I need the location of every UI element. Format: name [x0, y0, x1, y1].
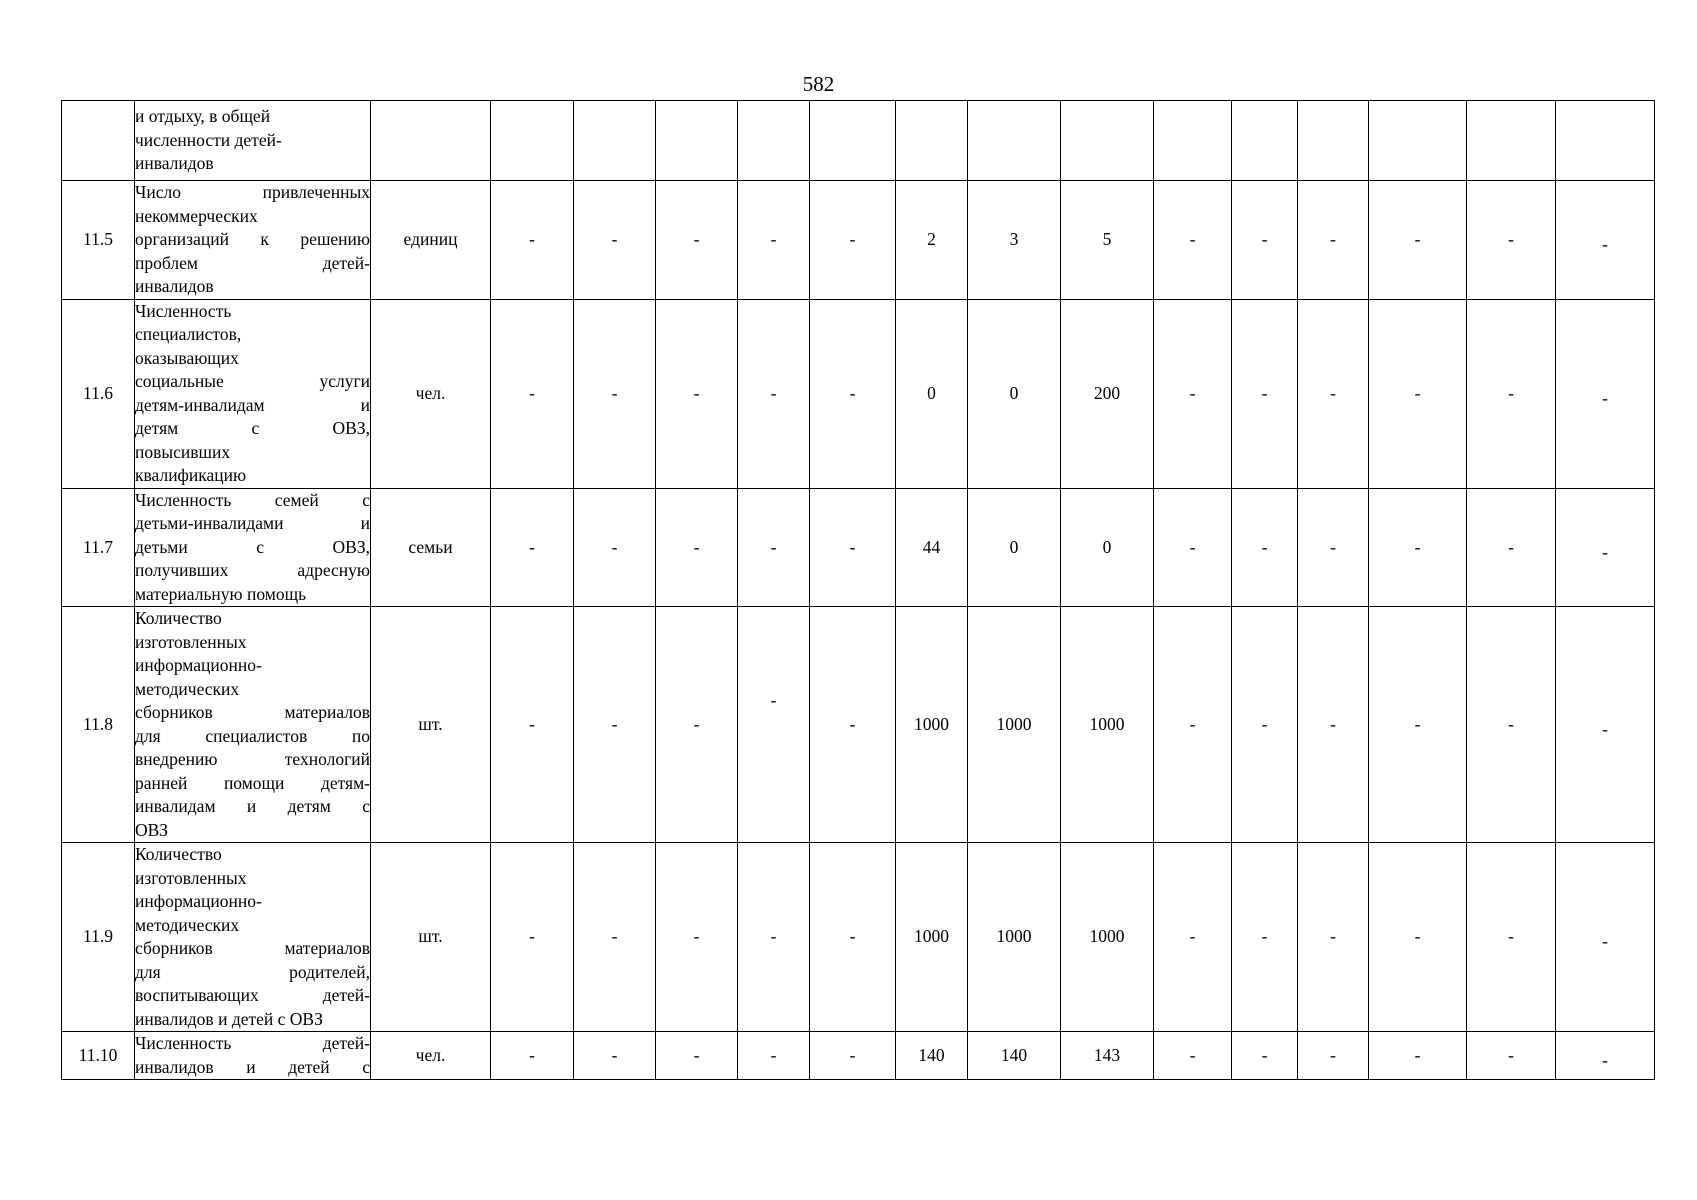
table-row	[62, 299, 1655, 488]
value-text: -	[849, 382, 856, 403]
indicator-name-line: Численность семей с	[135, 489, 370, 510]
value-cell	[810, 101, 896, 181]
indicator-name-line: материальную помощь	[135, 583, 307, 604]
value-cell	[1298, 843, 1369, 1032]
value-text: -	[1189, 536, 1196, 557]
value-cell	[968, 488, 1061, 607]
value-cell	[738, 843, 810, 1032]
value-cell	[1061, 843, 1154, 1032]
value-text: -	[529, 229, 535, 249]
value-cell	[1061, 101, 1154, 181]
value-text: -	[529, 926, 535, 947]
value-cell	[1154, 101, 1232, 181]
indicator-name-line: сборников материалов	[135, 938, 370, 958]
value-text: -	[611, 229, 618, 249]
value-cell	[1061, 299, 1154, 488]
value-text: -	[1414, 926, 1421, 947]
value-cell	[810, 1032, 896, 1080]
value-cell	[491, 607, 574, 843]
indicator-name-line: изготовленных	[135, 867, 247, 888]
value-cell	[1232, 1032, 1298, 1080]
value-cell	[1232, 607, 1298, 843]
value-text: -	[849, 229, 856, 249]
value-text: -	[849, 926, 856, 947]
value-cell	[1369, 1032, 1467, 1080]
value-cell	[1298, 607, 1369, 843]
value-text: 44	[922, 536, 941, 557]
value-text: -	[1189, 713, 1196, 734]
value-cell	[1298, 299, 1369, 488]
value-text: -	[693, 926, 700, 947]
value-text: -	[1261, 229, 1268, 249]
value-text: -	[1189, 1044, 1196, 1065]
value-text: -	[1602, 718, 1608, 739]
indicator-name-line: воспитывающих детей-	[135, 985, 370, 1005]
value-text: -	[849, 1044, 856, 1065]
indicator-name-line: оказывающих	[135, 347, 239, 368]
value-cell	[738, 607, 810, 843]
value-cell	[1154, 181, 1232, 300]
indicator-name-line: Численность	[135, 300, 232, 321]
value-text: 2	[927, 229, 936, 249]
value-text: -	[693, 382, 700, 403]
value-text: -	[1602, 931, 1608, 952]
value-text: -	[1414, 713, 1421, 734]
value-cell	[1061, 488, 1154, 607]
value-text: -	[1261, 713, 1268, 734]
value-text: -	[1508, 713, 1514, 734]
value-cell	[1154, 843, 1232, 1032]
value-cell	[1154, 607, 1232, 843]
value-cell	[1556, 607, 1655, 843]
indicator-name-line: социальные услуги	[135, 371, 370, 391]
value-text: 0	[1009, 382, 1019, 403]
value-cell	[896, 101, 968, 181]
value-text: -	[1189, 229, 1196, 249]
value-cell	[810, 181, 896, 300]
indicator-name-line: специалистов,	[135, 324, 242, 344]
value-cell	[574, 299, 656, 488]
value-cell	[1467, 101, 1556, 181]
value-cell	[896, 843, 968, 1032]
value-cell	[896, 607, 968, 843]
value-cell	[896, 299, 968, 488]
indicator-name-line: получивших адресную	[135, 560, 370, 580]
value-cell	[968, 607, 1061, 843]
value-cell	[810, 843, 896, 1032]
value-cell	[738, 1032, 810, 1080]
value-cell	[1467, 181, 1556, 300]
value-text: 1000	[1089, 713, 1125, 734]
value-text: -	[770, 382, 777, 403]
indicator-name-line: Количество	[135, 608, 222, 628]
value-cell	[656, 299, 738, 488]
value-text: -	[849, 713, 856, 734]
value-cell	[1298, 101, 1369, 181]
value-text: 5	[1102, 229, 1112, 249]
value-cell	[738, 299, 810, 488]
value-text: -	[1602, 387, 1608, 408]
table-row	[62, 488, 1655, 607]
value-text: -	[693, 713, 700, 734]
row-number: 11.5	[62, 181, 135, 300]
value-text: -	[770, 926, 777, 947]
value-cell	[810, 488, 896, 607]
table-row	[62, 181, 1655, 300]
value-text: -	[1330, 1044, 1336, 1065]
page-number: 582	[802, 72, 835, 96]
value-cell	[656, 1032, 738, 1080]
value-text: -	[1602, 541, 1608, 562]
unit-cell: шт.	[371, 607, 491, 843]
unit-cell: чел.	[371, 299, 491, 488]
value-text: 1000	[996, 926, 1032, 947]
value-cell	[1369, 488, 1467, 607]
indicator-name-line: методических	[135, 678, 240, 699]
indicator-name-line: инвалидов и детей с ОВЗ	[135, 1008, 323, 1029]
indicator-name-line: организаций к решению	[135, 229, 370, 249]
value-cell	[1556, 101, 1655, 181]
value-text: 1000	[1089, 926, 1125, 947]
indicator-name-line: инвалидов	[135, 276, 214, 296]
indicator-name-line: численности детей-	[135, 129, 282, 150]
value-cell	[574, 488, 656, 607]
value-cell	[1232, 101, 1298, 181]
indicator-name-line: инвалидов и детей с	[135, 1056, 370, 1077]
value-text: 3	[1009, 229, 1019, 249]
indicator-name-line: и отдыху, в общей	[135, 106, 271, 127]
value-cell	[738, 181, 810, 300]
value-cell	[810, 299, 896, 488]
value-cell	[574, 181, 656, 300]
indicator-name-line: внедрению технологий	[135, 749, 370, 769]
value-cell	[491, 843, 574, 1032]
indicator-name-line: Число привлеченных	[135, 182, 370, 202]
value-cell	[1369, 607, 1467, 843]
value-text: -	[1330, 536, 1336, 557]
value-cell	[574, 101, 656, 181]
value-cell	[1556, 843, 1655, 1032]
indicator-name	[135, 181, 371, 300]
value-cell	[738, 101, 810, 181]
row-number: 11.9	[62, 843, 135, 1032]
value-cell	[491, 488, 574, 607]
indicator-name-line: информационно-	[135, 891, 262, 911]
value-text: -	[1602, 1049, 1608, 1070]
indicator-name-line: сборников материалов	[135, 702, 370, 722]
value-cell	[1061, 607, 1154, 843]
value-text: 140	[918, 1044, 945, 1065]
value-cell	[896, 1032, 968, 1080]
value-text: -	[693, 229, 700, 249]
value-cell	[968, 181, 1061, 300]
indicators-table	[61, 100, 1655, 1080]
value-cell	[738, 488, 810, 607]
value-text: -	[1414, 229, 1421, 249]
value-text: 1000	[914, 926, 949, 947]
value-cell	[1467, 607, 1556, 843]
value-cell	[896, 488, 968, 607]
value-cell	[1298, 488, 1369, 607]
indicator-name-line: Количество	[135, 844, 222, 864]
table-row	[62, 1032, 1655, 1080]
value-cell	[968, 299, 1061, 488]
indicator-name-line: инвалидам и детям с	[135, 796, 370, 816]
value-cell	[1298, 1032, 1369, 1080]
value-text: -	[1508, 382, 1514, 403]
indicator-name-line: ОВЗ	[135, 819, 169, 840]
indicator-name-line: для родителей,	[135, 961, 370, 982]
unit-cell: семьи	[371, 488, 491, 607]
value-text: 200	[1093, 382, 1121, 403]
value-cell	[1154, 1032, 1232, 1080]
value-text: -	[529, 713, 535, 734]
indicator-name-line: некоммерческих	[135, 205, 258, 226]
value-cell	[1154, 488, 1232, 607]
indicator-name-line: повысивших	[135, 441, 231, 462]
indicator-name-line: детям-инвалидам и	[135, 394, 370, 415]
value-cell	[1556, 1032, 1655, 1080]
value-cell	[1298, 181, 1369, 300]
value-text: -	[1508, 1044, 1514, 1065]
indicator-name	[135, 299, 371, 488]
value-cell	[968, 1032, 1061, 1080]
value-cell	[656, 843, 738, 1032]
value-text: -	[1508, 926, 1514, 947]
value-text: -	[1602, 234, 1608, 254]
value-text: -	[770, 689, 777, 710]
row-number	[62, 101, 135, 181]
indicator-name-line: детям с ОВЗ,	[135, 418, 370, 438]
value-text: 0	[927, 382, 936, 403]
value-cell	[1154, 299, 1232, 488]
value-text: -	[1261, 382, 1268, 403]
value-text: -	[693, 536, 700, 557]
row-number: 11.10	[62, 1032, 135, 1080]
value-cell	[1556, 299, 1655, 488]
value-cell	[656, 488, 738, 607]
indicator-name-line: квалификацию	[135, 465, 247, 485]
indicator-name-line: изготовленных	[135, 631, 247, 652]
value-cell	[810, 607, 896, 843]
value-text: -	[1330, 926, 1336, 947]
unit-cell: шт.	[371, 843, 491, 1032]
value-cell	[491, 1032, 574, 1080]
value-cell	[656, 101, 738, 181]
value-text: -	[611, 713, 618, 734]
unit-cell: чел.	[371, 1032, 491, 1080]
value-cell	[1369, 843, 1467, 1032]
row-number: 11.8	[62, 607, 135, 843]
value-text: -	[1330, 713, 1336, 734]
indicator-name-line: инвалидов	[135, 153, 214, 174]
value-cell	[1467, 1032, 1556, 1080]
value-cell	[491, 299, 574, 488]
value-text: 1000	[996, 713, 1032, 734]
value-cell	[1556, 488, 1655, 607]
value-text: 1000	[914, 713, 949, 734]
indicator-name-line: ранней помощи детям-	[135, 772, 370, 793]
indicator-name	[135, 843, 371, 1032]
indicator-name	[135, 607, 371, 843]
value-cell	[896, 181, 968, 300]
value-cell	[1232, 299, 1298, 488]
table-row	[62, 843, 1655, 1032]
indicator-name-line: для специалистов по	[135, 725, 370, 746]
value-text: -	[1330, 382, 1336, 403]
table-row	[62, 607, 1655, 843]
value-text: -	[1261, 926, 1268, 947]
value-text: -	[1261, 536, 1268, 557]
value-text: 0	[1009, 536, 1019, 557]
value-cell	[574, 607, 656, 843]
indicator-name	[135, 101, 371, 181]
value-text: 143	[1093, 1044, 1121, 1065]
value-cell	[1232, 488, 1298, 607]
value-text: -	[1414, 1044, 1421, 1065]
value-text: -	[770, 1044, 777, 1065]
value-text: -	[693, 1044, 700, 1065]
value-cell	[1556, 181, 1655, 300]
value-cell	[1467, 299, 1556, 488]
value-text: -	[1414, 536, 1421, 557]
value-text: -	[1189, 382, 1196, 403]
value-cell	[1061, 1032, 1154, 1080]
value-text: -	[1261, 1044, 1268, 1065]
indicator-name-line: информационно-	[135, 655, 262, 675]
value-text: 140	[1000, 1044, 1028, 1065]
value-cell	[968, 101, 1061, 181]
value-cell	[1467, 488, 1556, 607]
value-cell	[1467, 843, 1556, 1032]
value-text: 0	[1102, 536, 1112, 557]
value-text: -	[611, 382, 618, 403]
value-cell	[656, 607, 738, 843]
value-text: -	[529, 536, 535, 557]
value-cell	[968, 843, 1061, 1032]
indicator-name-line: детьми с ОВЗ,	[135, 536, 370, 557]
indicator-name	[135, 488, 371, 607]
value-cell	[491, 101, 574, 181]
value-cell	[1232, 843, 1298, 1032]
value-text: -	[611, 1044, 618, 1065]
value-text: -	[1508, 536, 1514, 557]
value-text: -	[611, 536, 618, 557]
value-cell	[574, 843, 656, 1032]
value-text: -	[1330, 229, 1336, 249]
table-row	[62, 101, 1655, 181]
row-number: 11.6	[62, 299, 135, 488]
row-number: 11.7	[62, 488, 135, 607]
indicator-name-line: Численность детей-	[135, 1033, 370, 1053]
value-cell	[1232, 181, 1298, 300]
indicator-name-line: проблем детей-	[135, 252, 370, 273]
value-cell	[491, 181, 574, 300]
value-cell	[1369, 299, 1467, 488]
value-cell	[1061, 181, 1154, 300]
value-cell	[1369, 101, 1467, 181]
value-text: -	[770, 536, 777, 557]
value-text: -	[849, 536, 856, 557]
unit-cell: единиц	[371, 181, 491, 300]
value-text: -	[1189, 926, 1196, 947]
value-text: -	[529, 1044, 535, 1065]
unit-cell	[371, 101, 491, 181]
value-text: -	[529, 382, 535, 403]
value-text: -	[1508, 229, 1514, 249]
value-text: -	[611, 926, 618, 947]
indicator-name-line: детьми-инвалидами и	[135, 513, 370, 533]
value-cell	[574, 1032, 656, 1080]
value-text: -	[770, 229, 777, 249]
value-cell	[1369, 181, 1467, 300]
value-cell	[656, 181, 738, 300]
value-text: -	[1414, 382, 1421, 403]
indicator-name	[135, 1032, 371, 1080]
indicator-name-line: методических	[135, 914, 240, 935]
